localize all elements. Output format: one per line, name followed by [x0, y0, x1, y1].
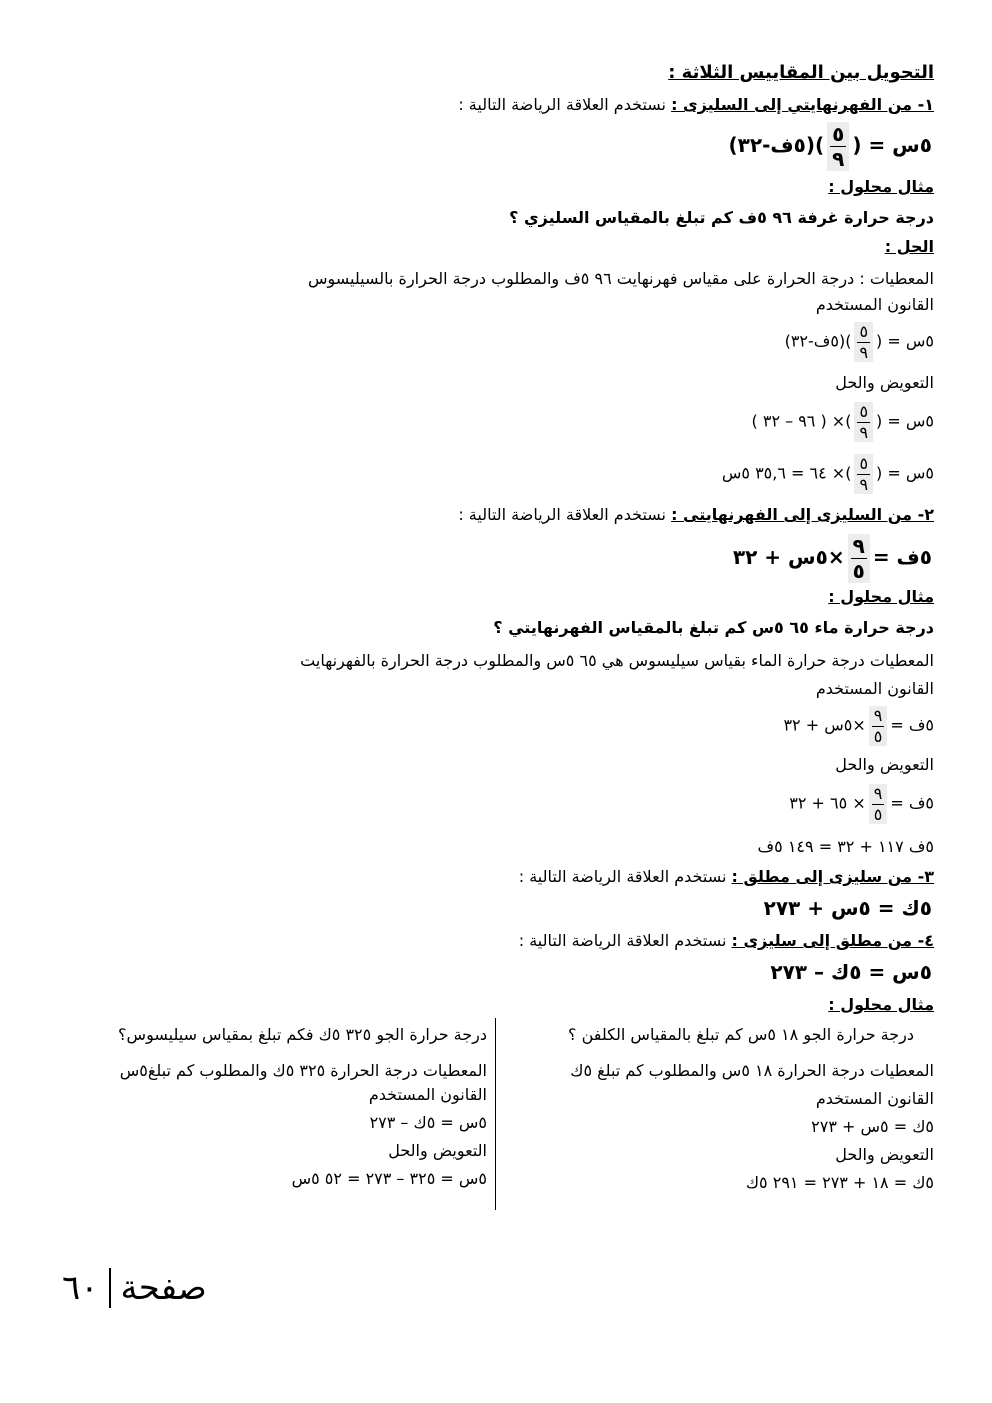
example-3-left-column [57, 1024, 487, 1190]
fraction-numerator: ٥ [859, 402, 869, 421]
fraction-denominator: ٩ [859, 342, 869, 362]
formula-rhs: × ٦٥ + ٣٢ [789, 793, 866, 813]
left-column-substitution-label: التعويض والحل [388, 1141, 487, 1160]
example-1-law [785, 322, 934, 362]
section-1-heading [458, 94, 934, 116]
fraction-numerator: ٥ [832, 122, 845, 146]
fraction-denominator: ٩ [859, 474, 869, 494]
fraction [854, 454, 873, 494]
right-column-law-label: القانون المستخدم [815, 1089, 934, 1108]
section-3-heading [519, 866, 934, 888]
left-column-law: ٥س = ٥ك – ٢٧٣ [369, 1113, 487, 1132]
formula-rhs: ×٥س + ٣٢ [732, 545, 845, 569]
fraction-numerator: ٥ [859, 454, 869, 473]
fraction-denominator: ٩ [859, 422, 869, 442]
example-2-law-label: القانون المستخدم [815, 679, 934, 698]
example-2-step-2: ٥ف ١١٧ + ٣٢ = ١٤٩ ٥ف [757, 837, 934, 856]
column-divider [495, 1018, 496, 1210]
section-2-title: ٢- من السليزى إلى الفهرنهايتى : [671, 505, 934, 524]
left-column-step: ٥س = ٣٢٥ – ٢٧٣ = ٥٢ ٥س [291, 1169, 487, 1188]
formula-rhs: )× ( ٩٦ – ٣٢ ) [751, 411, 852, 431]
example-3-right-column [514, 1024, 934, 1194]
fraction-denominator: ٥ [873, 726, 883, 746]
section-1-formula [729, 122, 932, 171]
formula-rhs: )(٥ف-٣٢) [728, 133, 825, 157]
fraction-numerator: ٥ [859, 322, 869, 341]
section-4-text: نستخدم العلاقة الرياضة التالية : [518, 931, 732, 950]
section-3-text: نستخدم العلاقة الرياضة التالية : [518, 867, 732, 886]
formula-lhs: ٥ف = [890, 793, 934, 813]
fraction-denominator: ٥ [873, 804, 883, 824]
formula-lhs: ٥س = ( [852, 133, 932, 157]
example-1-question: درجة حرارة غرفة ٩٦ ٥ف كم تبلغ بالمقياس السليزي ؟ [509, 208, 934, 227]
fraction-numerator: ٩ [852, 534, 865, 558]
example-2-question: درجة حرارة ماء ٦٥ ٥س كم تبلغ بالمقياس الفهرنهايتي ؟ [493, 618, 934, 637]
formula-lhs: ٥س = ( [876, 463, 934, 483]
example-1-law-label: القانون المستخدم [815, 295, 934, 314]
example-2-law [783, 706, 934, 746]
example-2-substitution-label: التعويض والحل [835, 755, 934, 774]
fraction-numerator: ٩ [873, 706, 883, 725]
right-column-law: ٥ك = ٥س + ٢٧٣ [811, 1117, 934, 1136]
example-1-step-1 [752, 402, 934, 442]
example-1-step-2 [722, 454, 934, 494]
left-column-givens: المعطيات درجة الحرارة ٣٢٥ ٥ك والمطلوب كم تبلغ٥س [119, 1061, 487, 1080]
section-4-formula: ٥س = ٥ك – ٢٧٣ [770, 960, 932, 984]
formula-lhs: ٥س = ( [876, 411, 934, 431]
fraction-denominator: ٥ [852, 559, 865, 583]
page-title: التحويل بين المقاييس الثلاثة : [668, 62, 934, 83]
footer-separator [109, 1268, 111, 1308]
formula-rhs: )× ٦٤ = ٣٥,٦ ٥س [721, 463, 852, 483]
right-column-givens: المعطيات درجة الحرارة ١٨ ٥س والمطلوب كم تبلغ ٥ك [570, 1061, 934, 1080]
fraction [869, 784, 888, 824]
page-word: صفحة [120, 1268, 207, 1308]
example-1-givens: المعطيات : درجة الحرارة على مقياس فهرنهايت ٩٦ ٥ف والمطلوب درجة الحرارة بالسيليسوس [307, 269, 934, 288]
formula-rhs: )(٥ف-٣٢) [784, 331, 852, 351]
fraction [848, 534, 870, 583]
section-2-text: نستخدم العلاقة الرياضة التالية : [458, 505, 672, 524]
section-1-title: ١- من الفهرنهايتي إلى السليزى : [671, 95, 934, 114]
section-3-title: ٣- من سليزى إلى مطلق : [731, 867, 934, 886]
section-1-text: نستخدم العلاقة الرياضة التالية : [458, 95, 672, 114]
example-1-substitution-label: التعويض والحل [835, 373, 934, 392]
fraction-numerator: ٩ [873, 784, 883, 803]
fraction [854, 322, 873, 362]
example-1-label: مثال محلول : [828, 177, 934, 196]
example-2-step-1 [789, 784, 934, 824]
fraction [854, 402, 873, 442]
fraction-denominator: ٩ [832, 147, 845, 171]
right-column-question: درجة حرارة الجو ١٨ ٥س كم تبلغ بالمقياس الكلفن ؟ [568, 1025, 914, 1044]
section-3-formula: ٥ك = ٥س + ٢٧٣ [763, 896, 932, 920]
right-column-substitution-label: التعويض والحل [835, 1145, 934, 1164]
example-2-label: مثال محلول : [828, 587, 934, 606]
page-footer [62, 1268, 207, 1308]
formula-lhs: ٥ف = [872, 545, 932, 569]
left-column-question: درجة حرارة الجو ٣٢٥ ٥ك فكم تبلغ بمقياس سيليسوس؟ [118, 1025, 487, 1044]
fraction [827, 122, 849, 171]
formula-lhs: ٥ف = [890, 715, 934, 735]
fraction [869, 706, 888, 746]
section-4-title: ٤- من مطلق إلى سليزى : [731, 931, 934, 950]
section-2-heading [458, 504, 934, 526]
right-column-step: ٥ك = ١٨ + ٢٧٣ = ٢٩١ ٥ك [745, 1173, 934, 1192]
example-2-givens: المعطيات درجة حرارة الماء بقياس سيليسوس هي ٦٥ ٥س والمطلوب درجة الحرارة بالفهرنهايت [300, 651, 934, 670]
section-4-heading [519, 930, 934, 952]
formula-lhs: ٥س = ( [876, 331, 934, 351]
page-number: ٦٠ [62, 1268, 99, 1308]
solution-label: الحل : [884, 237, 934, 256]
formula-rhs: ×٥س + ٣٢ [783, 715, 866, 735]
example-3-label: مثال محلول : [828, 995, 934, 1014]
section-2-formula [733, 534, 932, 583]
left-column-law-label: القانون المستخدم [368, 1085, 487, 1104]
